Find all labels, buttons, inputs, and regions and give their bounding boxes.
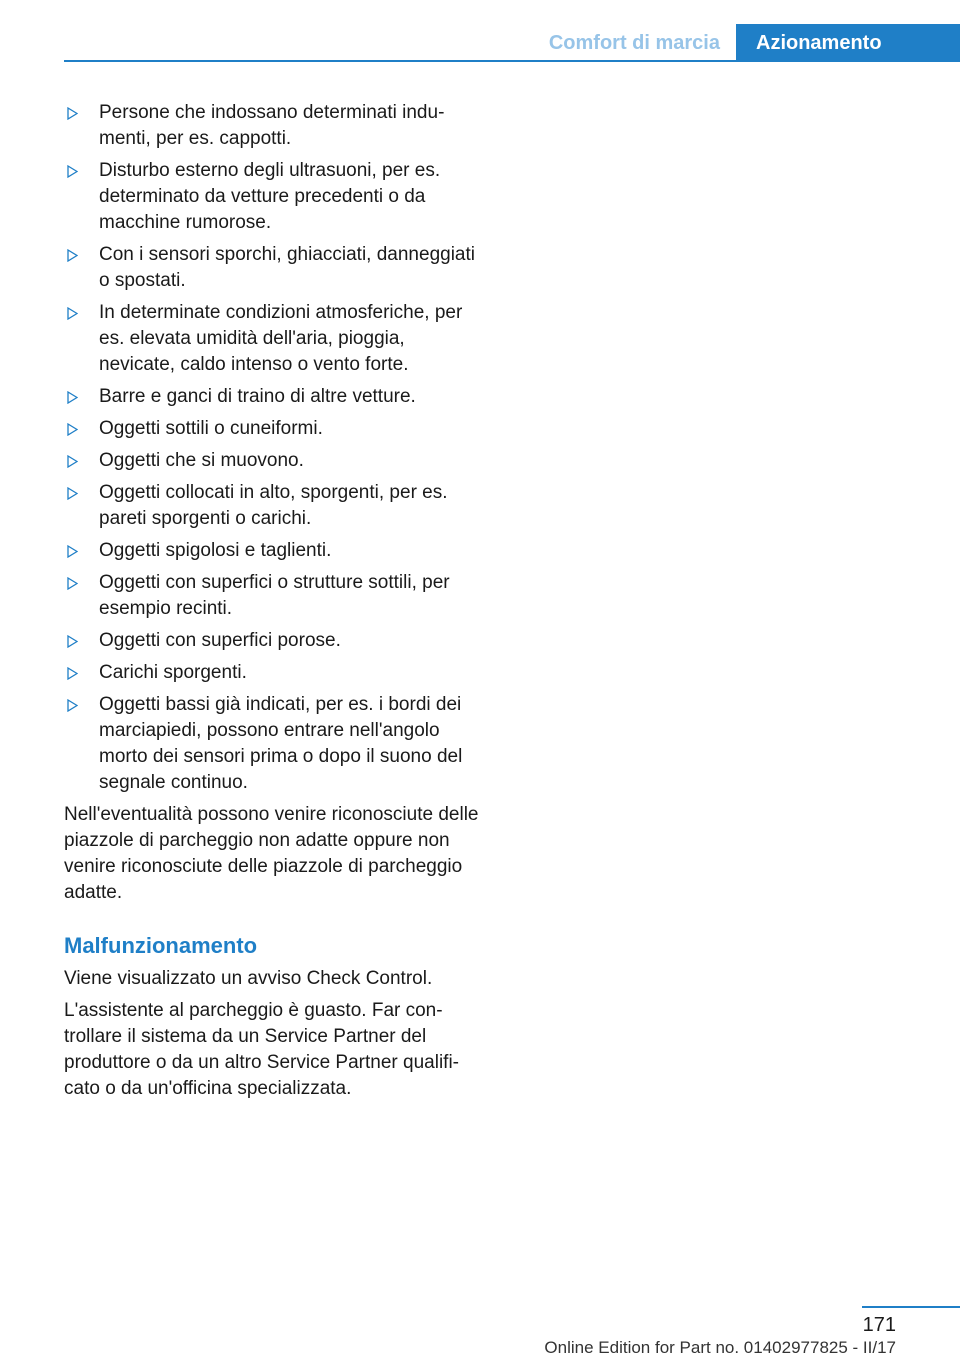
list-item-text: Oggetti che si muovono. — [99, 450, 304, 471]
header-section-label: Comfort di marcia — [548, 32, 720, 54]
list-item — [64, 692, 480, 796]
page-number: 171 — [862, 1314, 896, 1336]
triangle-bullet-icon — [67, 577, 78, 590]
list-item — [64, 158, 480, 236]
list-item — [64, 570, 480, 622]
list-item — [64, 448, 480, 474]
triangle-bullet-icon — [67, 391, 78, 404]
section-heading: Malfunzionamento — [64, 933, 258, 958]
list-item-text: Oggetti bassi già indicati, per es. i bordi dei marciapiedi, possono entrare nell'angolo morto dei sensori prima o dopo il suono del segnale continuo. — [99, 694, 463, 793]
list-item — [64, 242, 480, 294]
triangle-bullet-icon — [67, 635, 78, 648]
list-item — [64, 538, 480, 564]
list-item — [64, 100, 480, 152]
list-item-text: Oggetti collocati in alto, sporgenti, per es. pareti sporgenti o carichi. — [99, 482, 448, 529]
triangle-bullet-icon — [67, 249, 78, 262]
bullet-list — [64, 100, 480, 796]
list-item-text: Oggetti con superfici porose. — [99, 630, 341, 651]
triangle-bullet-icon — [67, 699, 78, 712]
list-item — [64, 300, 480, 378]
list-item — [64, 628, 480, 654]
triangle-bullet-icon — [67, 423, 78, 436]
triangle-bullet-icon — [67, 545, 78, 558]
list-item-text: Persone che indossano determinati indumenti, per es. cappotti. — [99, 102, 445, 149]
main-content — [64, 100, 480, 1108]
triangle-bullet-icon — [67, 455, 78, 468]
list-item — [64, 416, 480, 442]
body-paragraph: L'assistente al parcheggio è guasto. Far controllare il sistema da un Service Partner del produttore o da un altro Service Partner qualificato o da un'officina specializzata. — [64, 1000, 459, 1099]
list-item-text: Barre e ganci di traino di altre vetture. — [99, 386, 416, 407]
list-item-text: Carichi sporgenti. — [99, 662, 247, 683]
header-chapter-tab: Azionamento — [736, 24, 960, 62]
list-item-text: Oggetti con superfici o strutture sottili, per esempio recinti. — [99, 572, 450, 619]
list-item-text: Oggetti spigolosi e taglienti. — [99, 540, 332, 561]
triangle-bullet-icon — [67, 307, 78, 320]
footer-rule — [862, 1306, 960, 1308]
edition-footer: Online Edition for Part no. 01402977825 - II/17 — [544, 1338, 896, 1357]
triangle-bullet-icon — [67, 487, 78, 500]
triangle-bullet-icon — [67, 667, 78, 680]
list-item — [64, 660, 480, 686]
intro-paragraph: Nell'eventualità possono venire riconosciute delle piazzole di parcheggio non adatte oppure non venire riconosciute delle piazzole di parcheggio adatte. — [64, 804, 479, 903]
triangle-bullet-icon — [67, 165, 78, 178]
triangle-bullet-icon — [67, 107, 78, 120]
list-item-text: Disturbo esterno degli ultrasuoni, per es. determinato da vetture precedenti o da macchine rumorose. — [99, 160, 441, 233]
list-item-text: In determinate condizioni atmosferiche, per es. elevata umidità dell'aria, pioggia, nevicate, caldo intenso o vento forte. — [99, 302, 463, 375]
list-item — [64, 480, 480, 532]
body-paragraph: Viene visualizzato un avviso Check Control. — [64, 968, 433, 989]
list-item-text: Oggetti sottili o cuneiformi. — [99, 418, 323, 439]
list-item — [64, 384, 480, 410]
list-item-text: Con i sensori sporchi, ghiacciati, danneggiati o spostati. — [99, 244, 475, 291]
